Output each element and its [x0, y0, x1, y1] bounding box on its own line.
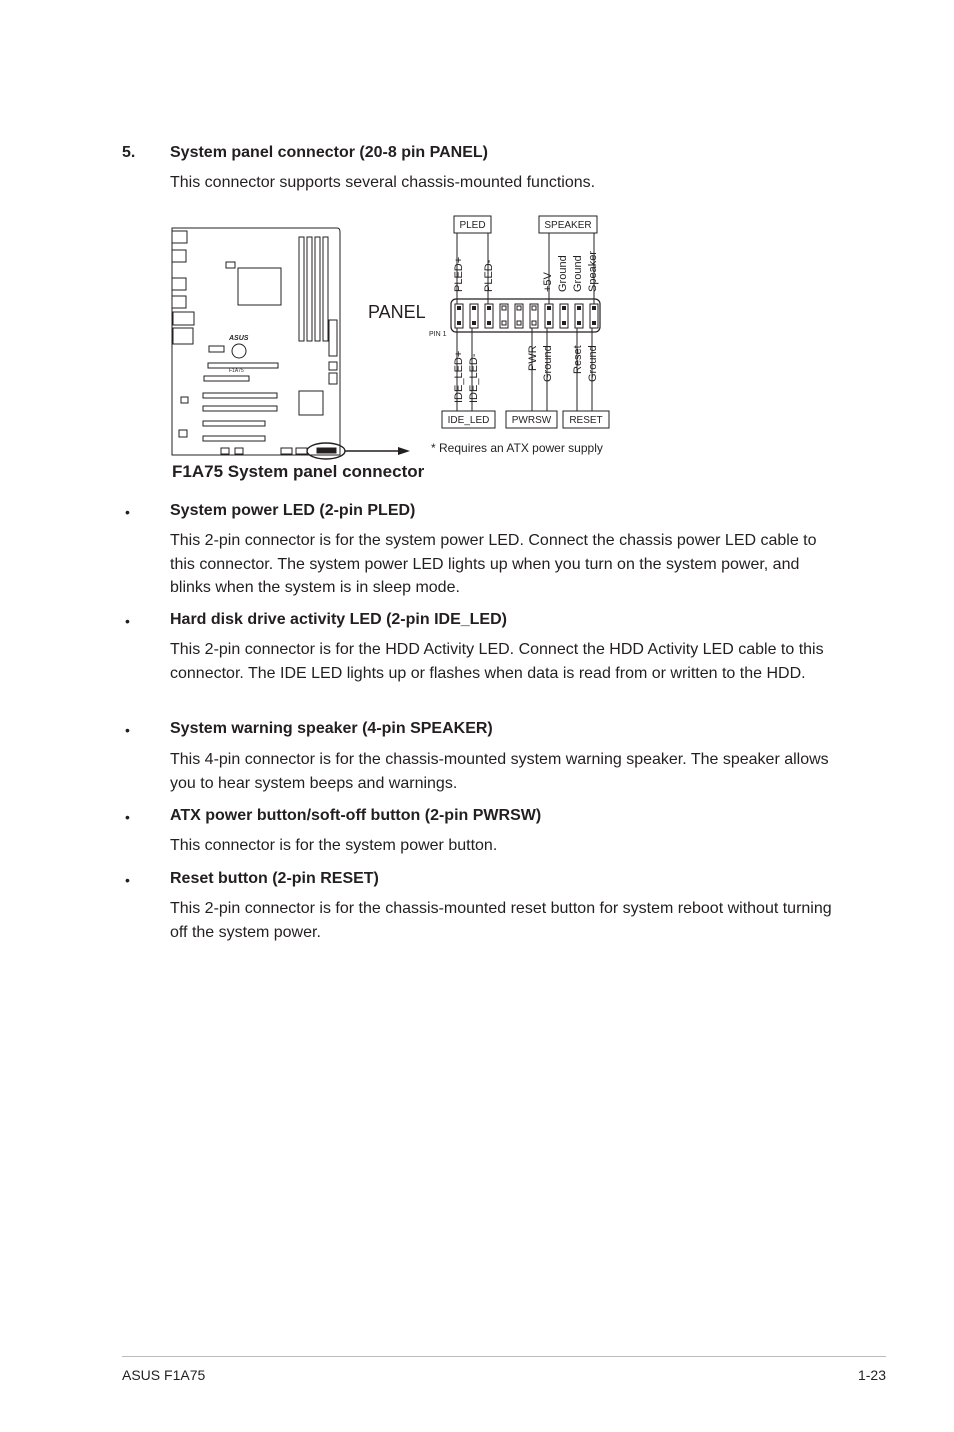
- group-label-reset: RESET: [569, 415, 603, 426]
- pin-label-ground-2: Ground: [572, 255, 584, 292]
- diagram-caption: F1A75 System panel connector: [172, 462, 425, 481]
- footer-divider: [122, 1356, 886, 1357]
- bullet-marker: •: [125, 504, 130, 520]
- pin-label-ground-1: Ground: [557, 255, 569, 292]
- bullet-marker: •: [125, 613, 130, 629]
- group-label-pwrsw: PWRSW: [511, 415, 552, 426]
- board-model: F1A75: [229, 368, 244, 374]
- bullet-body-pled: This 2-pin connector is for the system power LED. Connect the chassis power LED cable to this connector. The system power LED lights up when you turn on the system power, and blinks when the system is in sleep mode.: [170, 532, 817, 596]
- bullet-title-reset: Reset button (2-pin RESET): [170, 870, 379, 887]
- section-title: System panel connector (20-8 pin PANEL): [170, 144, 488, 161]
- group-label-pled: PLED: [459, 220, 486, 231]
- pin-label-reset-ground: Ground: [587, 345, 599, 382]
- pin1-label: PIN 1: [429, 331, 447, 338]
- pin-label-speaker: Speaker: [587, 251, 599, 292]
- bullet-title-pwrsw: ATX power button/soft-off button (2-pin PWRSW): [170, 807, 542, 824]
- bullet-title-speaker: System warning speaker (4-pin SPEAKER): [170, 720, 493, 737]
- pin-label-pwr: PWR: [527, 345, 539, 371]
- atx-note: * Requires an ATX power supply: [431, 441, 603, 455]
- pin-label-pled-plus: PLED+: [453, 256, 465, 292]
- arrow-head-icon: [398, 447, 410, 455]
- bullet-body-ide-led: This 2-pin connector is for the HDD Activity LED. Connect the HDD Activity LED cable to this connector. The IDE LED lights up or flashes when data is read from or written to the HDD.: [170, 641, 824, 682]
- pin-label-pled-minus: PLED-: [483, 259, 495, 292]
- footer-product: ASUS F1A75: [122, 1367, 206, 1383]
- bullet-body-speaker: This 4-pin connector is for the chassis-mounted system warning speaker. The speaker allows you to hear system beeps and warnings.: [170, 751, 829, 792]
- group-label-speaker: SPEAKER: [544, 220, 592, 231]
- panel-header: [451, 299, 600, 332]
- pin-label-pwr-ground: Ground: [542, 345, 554, 382]
- pin-label-ide-led-plus: IDE_LED+: [453, 350, 465, 403]
- footer-page-number: 1-23: [857, 1367, 886, 1383]
- bullet-title-ide-led: Hard disk drive activity LED (2-pin IDE_LED): [170, 611, 507, 628]
- group-label-ide-led: IDE_LED: [447, 415, 490, 426]
- pin-label-reset: Reset: [572, 345, 584, 374]
- motherboard-illustration: [172, 228, 340, 455]
- bullet-marker: •: [125, 809, 130, 825]
- section-intro: This connector supports several chassis-mounted functions.: [170, 174, 596, 191]
- bullet-title-pled: System power LED (2-pin PLED): [170, 502, 416, 519]
- pin-label-5v: +5V: [542, 272, 554, 292]
- bullet-marker: •: [125, 872, 130, 888]
- board-logo: ASUS: [229, 335, 249, 342]
- connector-label: PANEL: [368, 302, 426, 322]
- pin-label-ide-led-minus: IDE_LED-: [468, 353, 480, 403]
- bullet-body-pwrsw: This connector is for the system power button.: [170, 837, 498, 854]
- section-number: 5.: [122, 144, 136, 161]
- panel-connector-diagram: [0, 0, 954, 490]
- bullet-marker: •: [125, 722, 130, 738]
- bullet-body-reset: This 2-pin connector is for the chassis-mounted reset button for system reboot without turning off the system power.: [170, 900, 832, 941]
